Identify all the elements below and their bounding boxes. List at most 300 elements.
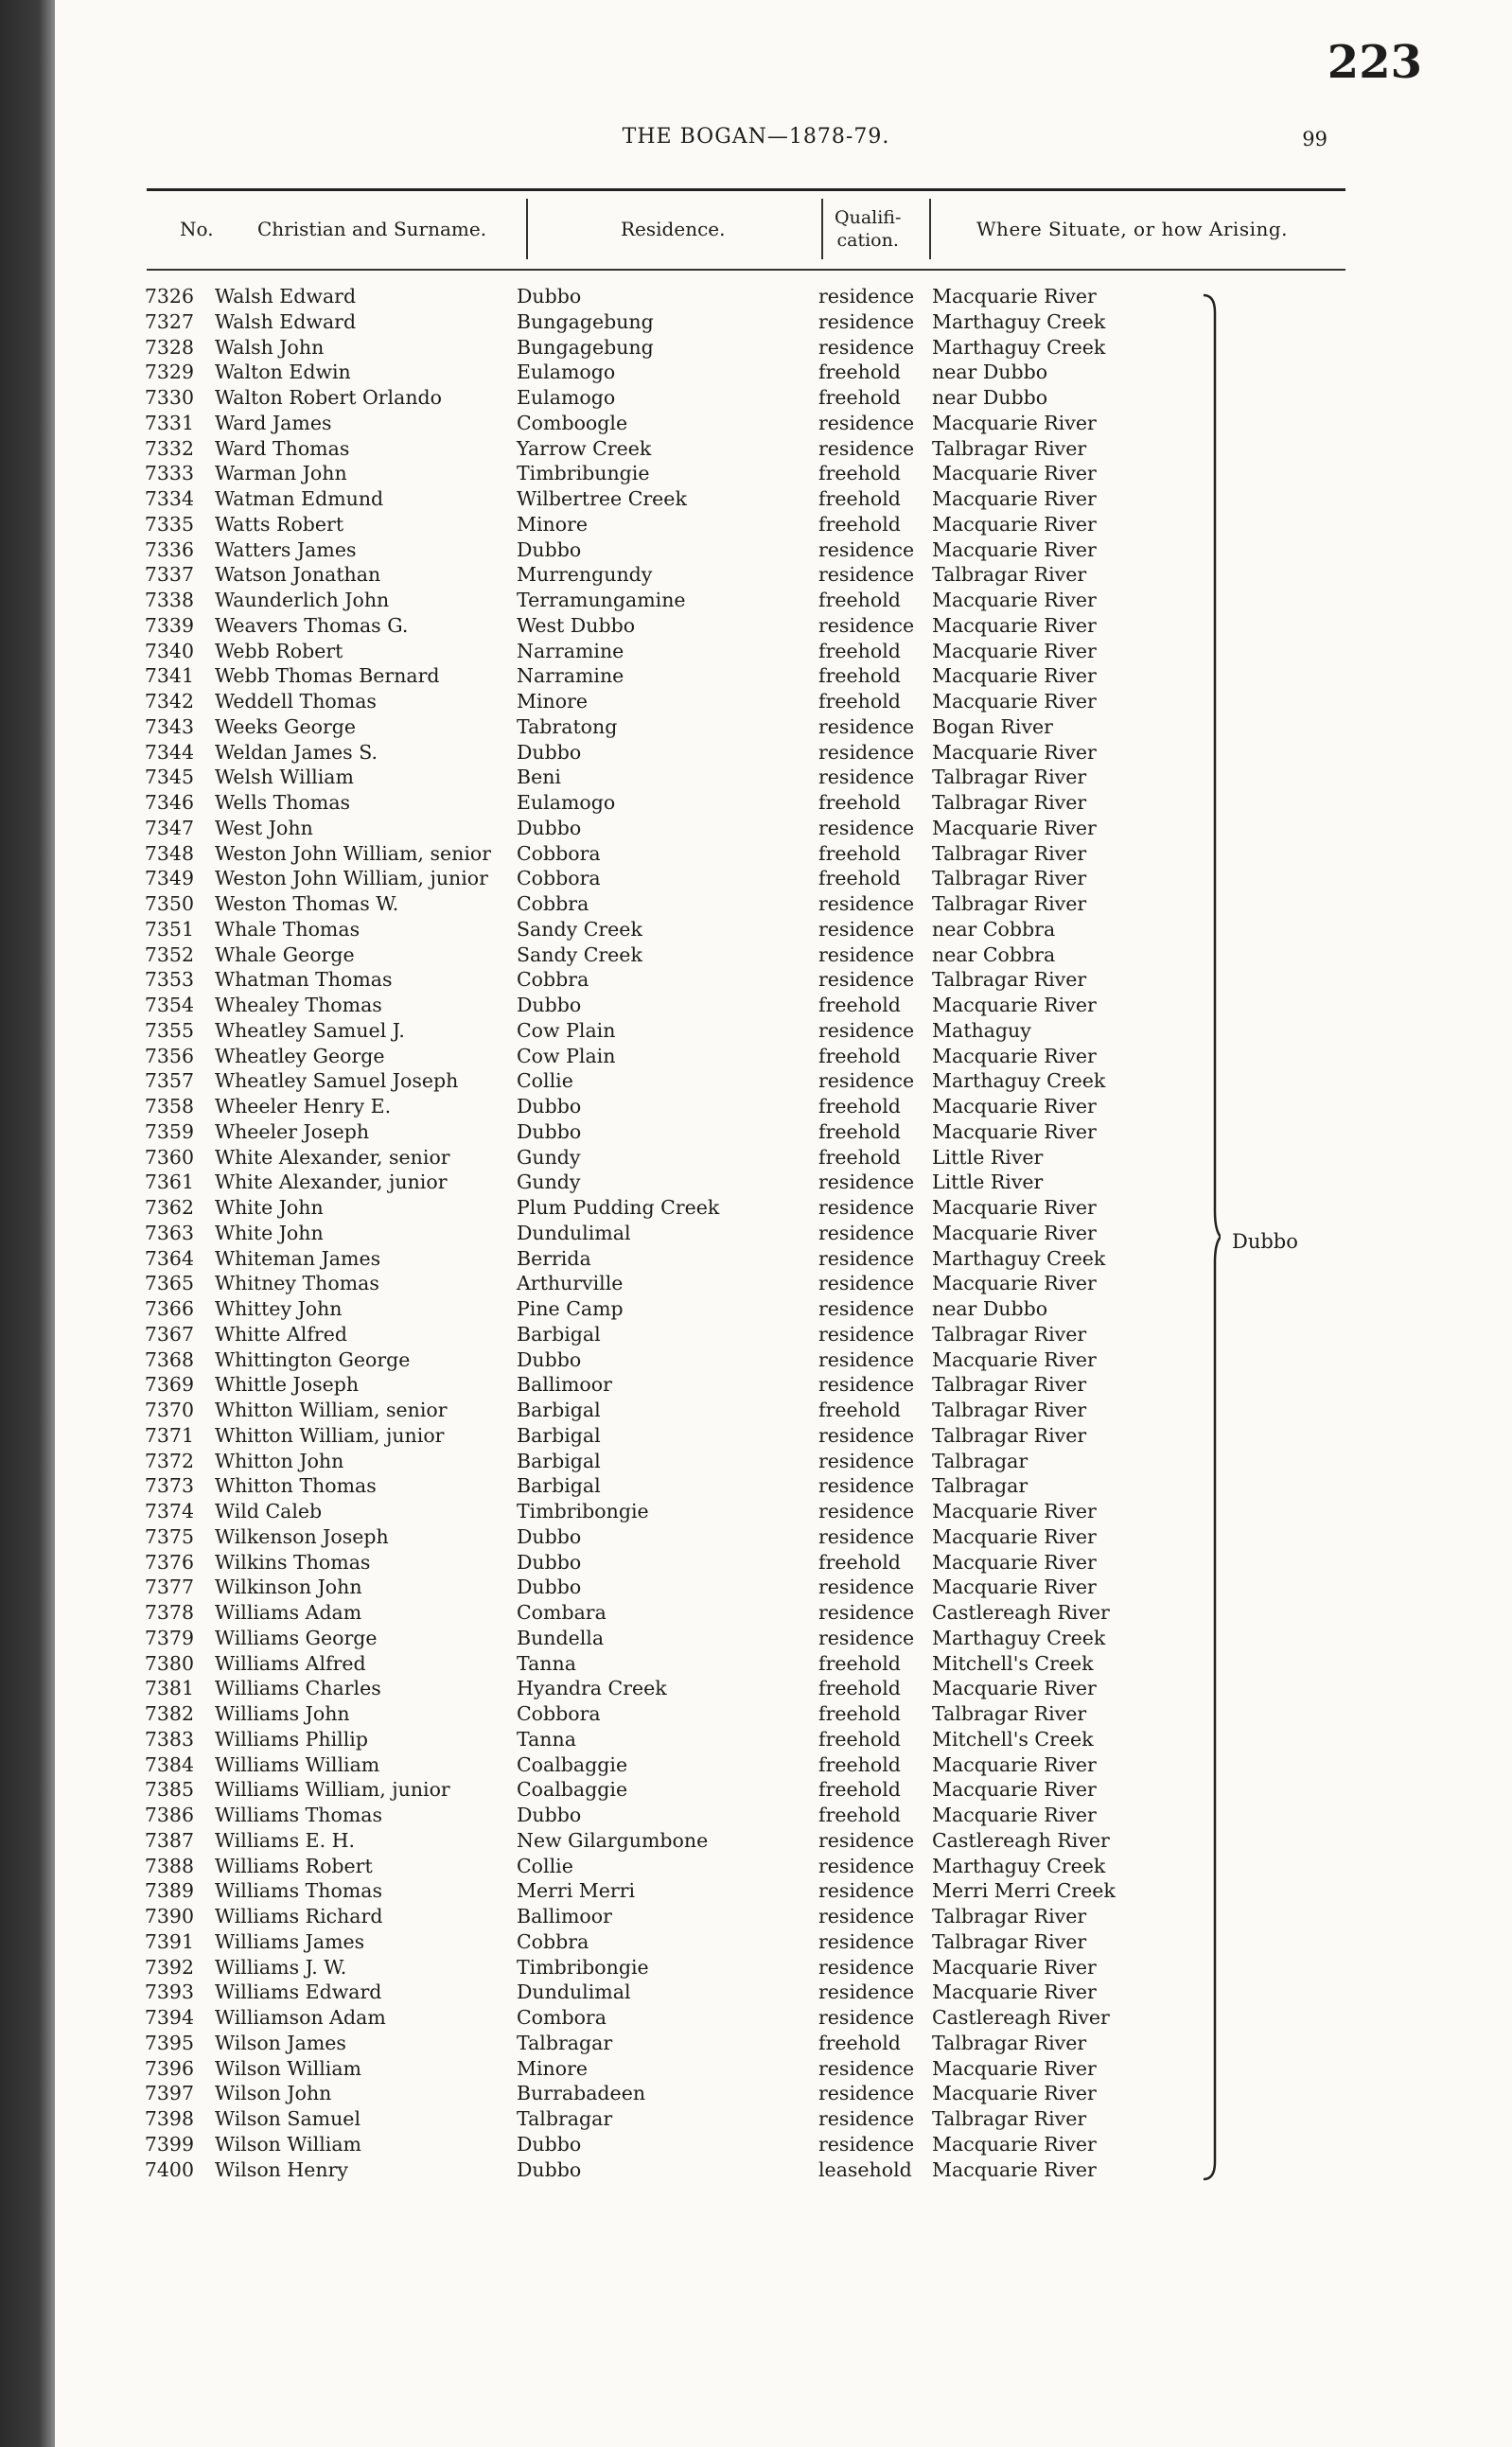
entry-number: 7375: [144, 1524, 194, 1548]
entry-number: 7366: [144, 1297, 194, 1320]
entry-residence: Cobbra: [517, 892, 589, 915]
entry-where: Mitchell's Creek: [932, 1727, 1094, 1751]
table-row: [0, 486, 1512, 512]
entry-name: Williams Thomas: [215, 1804, 383, 1826]
entry-number: 7333: [144, 462, 194, 485]
entry-qualification: freehold: [818, 867, 901, 890]
entry-residence: Tanna: [517, 1727, 576, 1751]
table-row: [0, 1145, 1512, 1171]
entry-number: 7336: [144, 537, 194, 561]
entry-name: Williams Richard: [215, 1905, 383, 1928]
entry-residence: Talbragar: [517, 2031, 613, 2054]
table-row: [0, 1828, 1512, 1854]
entry-qualification: freehold: [818, 1044, 901, 1067]
entry-where: Macquarie River: [932, 2082, 1097, 2105]
entry-name: Williams James: [215, 1929, 365, 1953]
entry-residence: Dundulimal: [517, 1221, 631, 1244]
entry-where: Castlereagh River: [932, 1601, 1110, 1624]
entry-name: Whitton Thomas: [215, 1474, 377, 1498]
entry-name: Whiteman James: [215, 1246, 381, 1270]
entry-number: 7371: [144, 1423, 194, 1447]
table-row: [0, 562, 1512, 588]
entry-number: 7392: [144, 1955, 194, 1979]
table-row: [0, 411, 1512, 436]
entry-name: Wilkins Thomas: [215, 1550, 371, 1574]
entry-where: Talbragar: [932, 1474, 1029, 1498]
entry-residence: Dubbo: [517, 1347, 582, 1371]
table-row: [0, 1777, 1512, 1803]
entry-name: Williams J. W.: [215, 1955, 347, 1979]
entry-name: Wild Caleb: [215, 1500, 323, 1523]
column-header-qualification-line1: Qualifi-: [835, 207, 902, 228]
table-row: [0, 1626, 1512, 1651]
entry-where: Macquarie River: [932, 2056, 1097, 2080]
entry-number: 7339: [144, 613, 194, 637]
entry-name: Wells Thomas: [215, 791, 351, 814]
entry-residence: Cow Plain: [517, 1044, 616, 1067]
entry-where: Macquarie River: [932, 613, 1097, 637]
entry-residence: Tanna: [517, 1651, 576, 1675]
table-row: [0, 1499, 1512, 1524]
entry-qualification: freehold: [818, 1702, 901, 1725]
table-row: [0, 866, 1512, 891]
table-row: [0, 841, 1512, 867]
entry-qualification: residence: [818, 1171, 915, 1194]
entry-name: Wilkenson Joseph: [215, 1524, 389, 1548]
entry-where: Talbragar River: [932, 766, 1087, 789]
entry-name: Waunderlich John: [215, 589, 390, 611]
entry-residence: Dubbo: [517, 1095, 582, 1118]
entry-where: Macquarie River: [932, 1119, 1097, 1143]
entry-number: 7383: [144, 1727, 194, 1751]
entry-name: Wilson William: [215, 2132, 362, 2156]
entry-residence: Plum Pudding Creek: [517, 1196, 720, 1219]
entry-qualification: residence: [818, 1246, 915, 1270]
district-label: Dubbo: [1232, 1230, 1298, 1253]
entry-name: Williams Edward: [215, 1980, 382, 2004]
entry-residence: Hyandra Creek: [517, 1677, 667, 1700]
entry-qualification: residence: [818, 1196, 915, 1219]
entry-where: Macquarie River: [932, 1524, 1097, 1548]
table-row: [0, 1398, 1512, 1423]
entry-where: Talbragar River: [932, 1702, 1087, 1725]
entry-residence: Barbigal: [517, 1399, 601, 1421]
entry-residence: Eulamogo: [517, 791, 616, 814]
page-title: THE BOGAN—1878-79.: [622, 125, 890, 149]
entry-name: Wheeler Joseph: [215, 1119, 370, 1143]
entry-where: Macquarie River: [932, 285, 1097, 308]
entry-residence: Dubbo: [517, 285, 582, 308]
entry-residence: Combara: [517, 1601, 607, 1624]
entry-qualification: freehold: [818, 690, 901, 713]
entry-qualification: residence: [818, 892, 915, 915]
entry-qualification: freehold: [818, 639, 901, 662]
entry-residence: Cobbora: [517, 841, 601, 865]
table-row: [0, 740, 1512, 766]
entry-where: Macquarie River: [932, 589, 1097, 611]
entry-name: Weavers Thomas G.: [215, 613, 409, 637]
entry-name: Wheeler Henry E.: [215, 1095, 392, 1118]
entry-residence: Narramine: [517, 664, 624, 688]
entry-where: Macquarie River: [932, 1677, 1097, 1700]
entry-where: Talbragar River: [932, 1399, 1087, 1421]
table-row: [0, 1473, 1512, 1499]
entry-qualification: freehold: [818, 2031, 901, 2054]
entry-name: Whitney Thomas: [215, 1272, 379, 1295]
entry-number: 7343: [144, 714, 194, 738]
entry-name: Walton Robert Orlando: [215, 386, 443, 409]
entry-number: 7380: [144, 1651, 194, 1675]
entry-residence: Barbigal: [517, 1322, 601, 1346]
entry-residence: New Gilargumbone: [517, 1828, 709, 1852]
entry-number: 7364: [144, 1246, 194, 1270]
entry-number: 7344: [144, 740, 194, 764]
entry-where: Talbragar River: [932, 563, 1087, 587]
table-row: [0, 1170, 1512, 1195]
table-row: [0, 1347, 1512, 1373]
entry-qualification: residence: [818, 1524, 915, 1548]
entry-where: Talbragar River: [932, 841, 1087, 865]
entry-where: near Cobbra: [932, 917, 1056, 941]
entry-number: 7373: [144, 1474, 194, 1498]
entry-number: 7338: [144, 589, 194, 611]
table-row: [0, 588, 1512, 613]
entry-number: 7377: [144, 1576, 194, 1599]
table-row: [0, 1980, 1512, 2005]
entry-qualification: residence: [818, 917, 915, 941]
entry-residence: Collie: [517, 1069, 573, 1093]
entry-where: Merri Merri Creek: [932, 1879, 1116, 1903]
entry-qualification: residence: [818, 1854, 915, 1877]
entry-name: Welsh William: [215, 766, 354, 789]
table-row: [0, 2106, 1512, 2132]
table-row: [0, 1068, 1512, 1094]
entry-where: Talbragar River: [932, 1373, 1087, 1397]
entry-where: Castlereagh River: [932, 2006, 1110, 2029]
table-row: [0, 1904, 1512, 1929]
column-divider: [929, 199, 931, 259]
entry-name: Whitton John: [215, 1449, 344, 1472]
entry-number: 7390: [144, 1905, 194, 1928]
entry-number: 7326: [144, 285, 194, 308]
entry-name: Whatman Thomas: [215, 968, 393, 992]
entry-number: 7386: [144, 1804, 194, 1826]
entry-number: 7328: [144, 335, 194, 359]
entry-number: 7381: [144, 1677, 194, 1700]
table-row: [0, 1929, 1512, 1955]
entry-qualification: residence: [818, 1423, 915, 1447]
entry-qualification: residence: [818, 613, 915, 637]
entry-residence: Timbribungie: [517, 462, 650, 485]
table-row: [0, 309, 1512, 335]
entry-qualification: freehold: [818, 841, 901, 865]
table-row: [0, 1044, 1512, 1069]
entry-residence: Barbigal: [517, 1449, 601, 1472]
entry-number: 7354: [144, 994, 194, 1016]
entry-residence: Berrida: [517, 1246, 591, 1270]
entry-where: Macquarie River: [932, 1095, 1097, 1118]
entry-number: 7363: [144, 1221, 194, 1244]
entry-number: 7376: [144, 1550, 194, 1574]
table-row: [0, 891, 1512, 917]
entry-number: 7345: [144, 766, 194, 789]
entry-name: Williamson Adam: [215, 2006, 386, 2029]
entry-number: 7396: [144, 2056, 194, 2080]
entry-number: 7394: [144, 2006, 194, 2029]
entry-where: Castlereagh River: [932, 1828, 1110, 1852]
entry-name: Williams Thomas: [215, 1879, 383, 1903]
entry-where: Marthaguy Creek: [932, 1626, 1106, 1649]
entry-name: West John: [215, 816, 313, 839]
entry-name: Wheatley Samuel Joseph: [215, 1069, 459, 1093]
entry-residence: Terramungamine: [517, 589, 686, 611]
entry-residence: Dubbo: [517, 537, 582, 561]
entry-name: Ward James: [215, 411, 332, 434]
entry-name: Williams Alfred: [215, 1651, 366, 1675]
entry-where: Macquarie River: [932, 1752, 1097, 1776]
entry-qualification: freehold: [818, 1399, 901, 1421]
entry-qualification: residence: [818, 1322, 915, 1346]
entry-residence: Dubbo: [517, 1576, 582, 1599]
entry-qualification: freehold: [818, 361, 901, 384]
entry-name: Webb Thomas Bernard: [215, 664, 440, 688]
entry-name: Weldan James S.: [215, 740, 378, 764]
column-header-name: Christian and Surname.: [257, 218, 487, 240]
entry-residence: Eulamogo: [517, 386, 616, 409]
entry-residence: Yarrow Creek: [517, 436, 652, 460]
table-row: [0, 1018, 1512, 1044]
entry-qualification: residence: [818, 335, 915, 359]
entry-qualification: residence: [818, 1828, 915, 1852]
entry-residence: Combora: [517, 2006, 607, 2029]
entry-number: 7346: [144, 791, 194, 814]
entry-number: 7330: [144, 386, 194, 409]
table-row: [0, 461, 1512, 486]
entry-residence: Coalbaggie: [517, 1778, 628, 1802]
entry-name: Wilson Henry: [215, 2157, 348, 2181]
entry-name: Whitte Alfred: [215, 1322, 347, 1346]
entry-name: Whittle Joseph: [215, 1373, 360, 1397]
entry-number: 7342: [144, 690, 194, 713]
entry-name: Weston Thomas W.: [215, 892, 399, 915]
entry-number: 7355: [144, 1018, 194, 1042]
entry-residence: Merri Merri: [517, 1879, 636, 1903]
entry-where: Marthaguy Creek: [932, 1069, 1106, 1093]
entry-number: 7370: [144, 1399, 194, 1421]
entry-name: Watson Jonathan: [215, 563, 381, 587]
table-row: [0, 512, 1512, 537]
table-row: [0, 1449, 1512, 1474]
entry-number: 7353: [144, 968, 194, 992]
entry-number: 7379: [144, 1626, 194, 1649]
entry-qualification: residence: [818, 2132, 915, 2156]
entry-qualification: residence: [818, 714, 915, 738]
entry-name: Watters James: [215, 537, 357, 561]
table-row: [0, 639, 1512, 664]
entry-where: Little River: [932, 1171, 1044, 1194]
entry-qualification: residence: [818, 1905, 915, 1928]
entry-qualification: freehold: [818, 1095, 901, 1118]
entry-where: Macquarie River: [932, 1044, 1097, 1067]
entry-number: 7350: [144, 892, 194, 915]
entry-name: Wilson John: [215, 2082, 332, 2105]
table-row: [0, 2132, 1512, 2157]
entry-qualification: freehold: [818, 994, 901, 1016]
column-header-residence: Residence.: [621, 218, 726, 240]
entry-number: 7361: [144, 1171, 194, 1194]
entry-where: near Dubbo: [932, 361, 1048, 384]
entry-number: 7335: [144, 512, 194, 536]
table-row: [0, 1372, 1512, 1398]
entry-number: 7369: [144, 1373, 194, 1397]
entry-name: Wilson William: [215, 2056, 362, 2080]
folio-number: 223: [1327, 36, 1422, 89]
entry-where: Talbragar River: [932, 2107, 1087, 2130]
entry-qualification: residence: [818, 942, 915, 966]
entry-where: Macquarie River: [932, 462, 1097, 485]
entry-number: 7332: [144, 436, 194, 460]
entry-where: near Dubbo: [932, 386, 1048, 409]
entry-residence: Gundy: [517, 1145, 581, 1169]
entry-where: Macquarie River: [932, 1221, 1097, 1244]
entry-number: 7391: [144, 1929, 194, 1953]
entry-qualification: freehold: [818, 512, 901, 536]
entry-name: Wilson James: [215, 2031, 346, 2054]
entry-residence: Ballimoor: [517, 1373, 612, 1397]
entry-qualification: residence: [818, 1576, 915, 1599]
entry-number: 7378: [144, 1601, 194, 1624]
entry-number: 7360: [144, 1145, 194, 1169]
entry-where: Talbragar River: [932, 2031, 1087, 2054]
entry-qualification: freehold: [818, 664, 901, 688]
entry-where: near Cobbra: [932, 942, 1056, 966]
entry-number: 7347: [144, 816, 194, 839]
table-row: [0, 1271, 1512, 1296]
entry-name: Wheatley George: [215, 1044, 385, 1067]
entry-residence: Barbigal: [517, 1423, 601, 1447]
entry-name: White John: [215, 1196, 324, 1219]
entry-where: Macquarie River: [932, 1500, 1097, 1523]
entry-qualification: residence: [818, 1879, 915, 1903]
entry-qualification: residence: [818, 1500, 915, 1523]
entry-residence: Cobbora: [517, 1702, 601, 1725]
entry-where: Mathaguy: [932, 1018, 1031, 1042]
entry-number: 7329: [144, 361, 194, 384]
table-row: [0, 1651, 1512, 1677]
entry-qualification: residence: [818, 309, 915, 333]
table-row: [0, 1524, 1512, 1550]
entry-name: Williams Adam: [215, 1601, 362, 1624]
entry-where: Talbragar River: [932, 867, 1087, 890]
entry-residence: Cobbra: [517, 968, 589, 992]
entry-where: Macquarie River: [932, 1955, 1097, 1979]
table-row: [0, 1423, 1512, 1449]
entry-name: Walsh Edward: [215, 285, 357, 308]
entry-name: Whitton William, senior: [215, 1399, 448, 1421]
entry-name: Williams Robert: [215, 1854, 373, 1877]
entry-name: Whitton William, junior: [215, 1423, 445, 1447]
table-row: [0, 790, 1512, 816]
column-header-where: Where Situate, or how Arising.: [976, 218, 1289, 240]
entry-name: Wilkinson John: [215, 1576, 362, 1599]
entry-name: Williams E. H.: [215, 1828, 356, 1852]
entry-qualification: freehold: [818, 487, 901, 510]
entry-where: Macquarie River: [932, 1347, 1097, 1371]
table-row: [0, 613, 1512, 639]
entry-number: 7372: [144, 1449, 194, 1472]
entry-number: 7374: [144, 1500, 194, 1523]
entry-qualification: residence: [818, 1626, 915, 1649]
entry-where: Macquarie River: [932, 1804, 1097, 1826]
entry-residence: Timbribongie: [517, 1500, 649, 1523]
entry-number: 7356: [144, 1044, 194, 1067]
entry-name: Williams William: [215, 1752, 380, 1776]
entry-name: Wheatley Samuel J.: [215, 1018, 405, 1042]
entry-where: Macquarie River: [932, 664, 1097, 688]
entry-qualification: freehold: [818, 1778, 901, 1802]
entry-residence: Dubbo: [517, 2157, 582, 2181]
entry-number: 7358: [144, 1095, 194, 1118]
table-row: [0, 663, 1512, 689]
entry-number: 7334: [144, 487, 194, 510]
entry-qualification: freehold: [818, 1651, 901, 1675]
entry-number: 7367: [144, 1322, 194, 1346]
entry-qualification: residence: [818, 1980, 915, 2004]
entry-residence: Bungagebung: [517, 335, 654, 359]
entry-residence: Wilbertree Creek: [517, 487, 687, 510]
entry-residence: Cobbra: [517, 1929, 589, 1953]
entry-number: 7359: [144, 1119, 194, 1143]
table-row: [0, 714, 1512, 740]
entry-qualification: freehold: [818, 1804, 901, 1826]
entry-residence: Dubbo: [517, 740, 582, 764]
entry-number: 7352: [144, 942, 194, 966]
entry-residence: Coalbaggie: [517, 1752, 628, 1776]
entry-where: Macquarie River: [932, 740, 1097, 764]
table-row: [0, 1727, 1512, 1752]
entry-name: Watts Robert: [215, 512, 344, 536]
table-row: [0, 1600, 1512, 1626]
entry-qualification: residence: [818, 766, 915, 789]
table-row: [0, 765, 1512, 790]
column-divider: [526, 199, 528, 259]
entry-qualification: freehold: [818, 462, 901, 485]
column-divider: [821, 199, 823, 259]
table-row: [0, 1119, 1512, 1145]
entry-residence: Dubbo: [517, 2132, 582, 2156]
page-number: 99: [1302, 128, 1327, 150]
entry-where: Macquarie River: [932, 537, 1097, 561]
entry-number: 7393: [144, 1980, 194, 2004]
table-row: [0, 816, 1512, 841]
entry-where: Talbragar River: [932, 968, 1087, 992]
entry-qualification: residence: [818, 1018, 915, 1042]
entry-residence: Dubbo: [517, 1524, 582, 1548]
entry-name: Webb Robert: [215, 639, 343, 662]
table-row: [0, 993, 1512, 1018]
entry-residence: Bundella: [517, 1626, 605, 1649]
entry-residence: Dubbo: [517, 1119, 582, 1143]
entry-qualification: residence: [818, 1069, 915, 1093]
table-row: [0, 284, 1512, 309]
entry-residence: Murrengundy: [517, 563, 653, 587]
entry-where: Macquarie River: [932, 690, 1097, 713]
entry-name: Wilson Samuel: [215, 2107, 361, 2130]
entry-where: Marthaguy Creek: [932, 1854, 1106, 1877]
entry-where: Macquarie River: [932, 1550, 1097, 1574]
entry-name: Warman John: [215, 462, 347, 485]
entry-number: 7384: [144, 1752, 194, 1776]
